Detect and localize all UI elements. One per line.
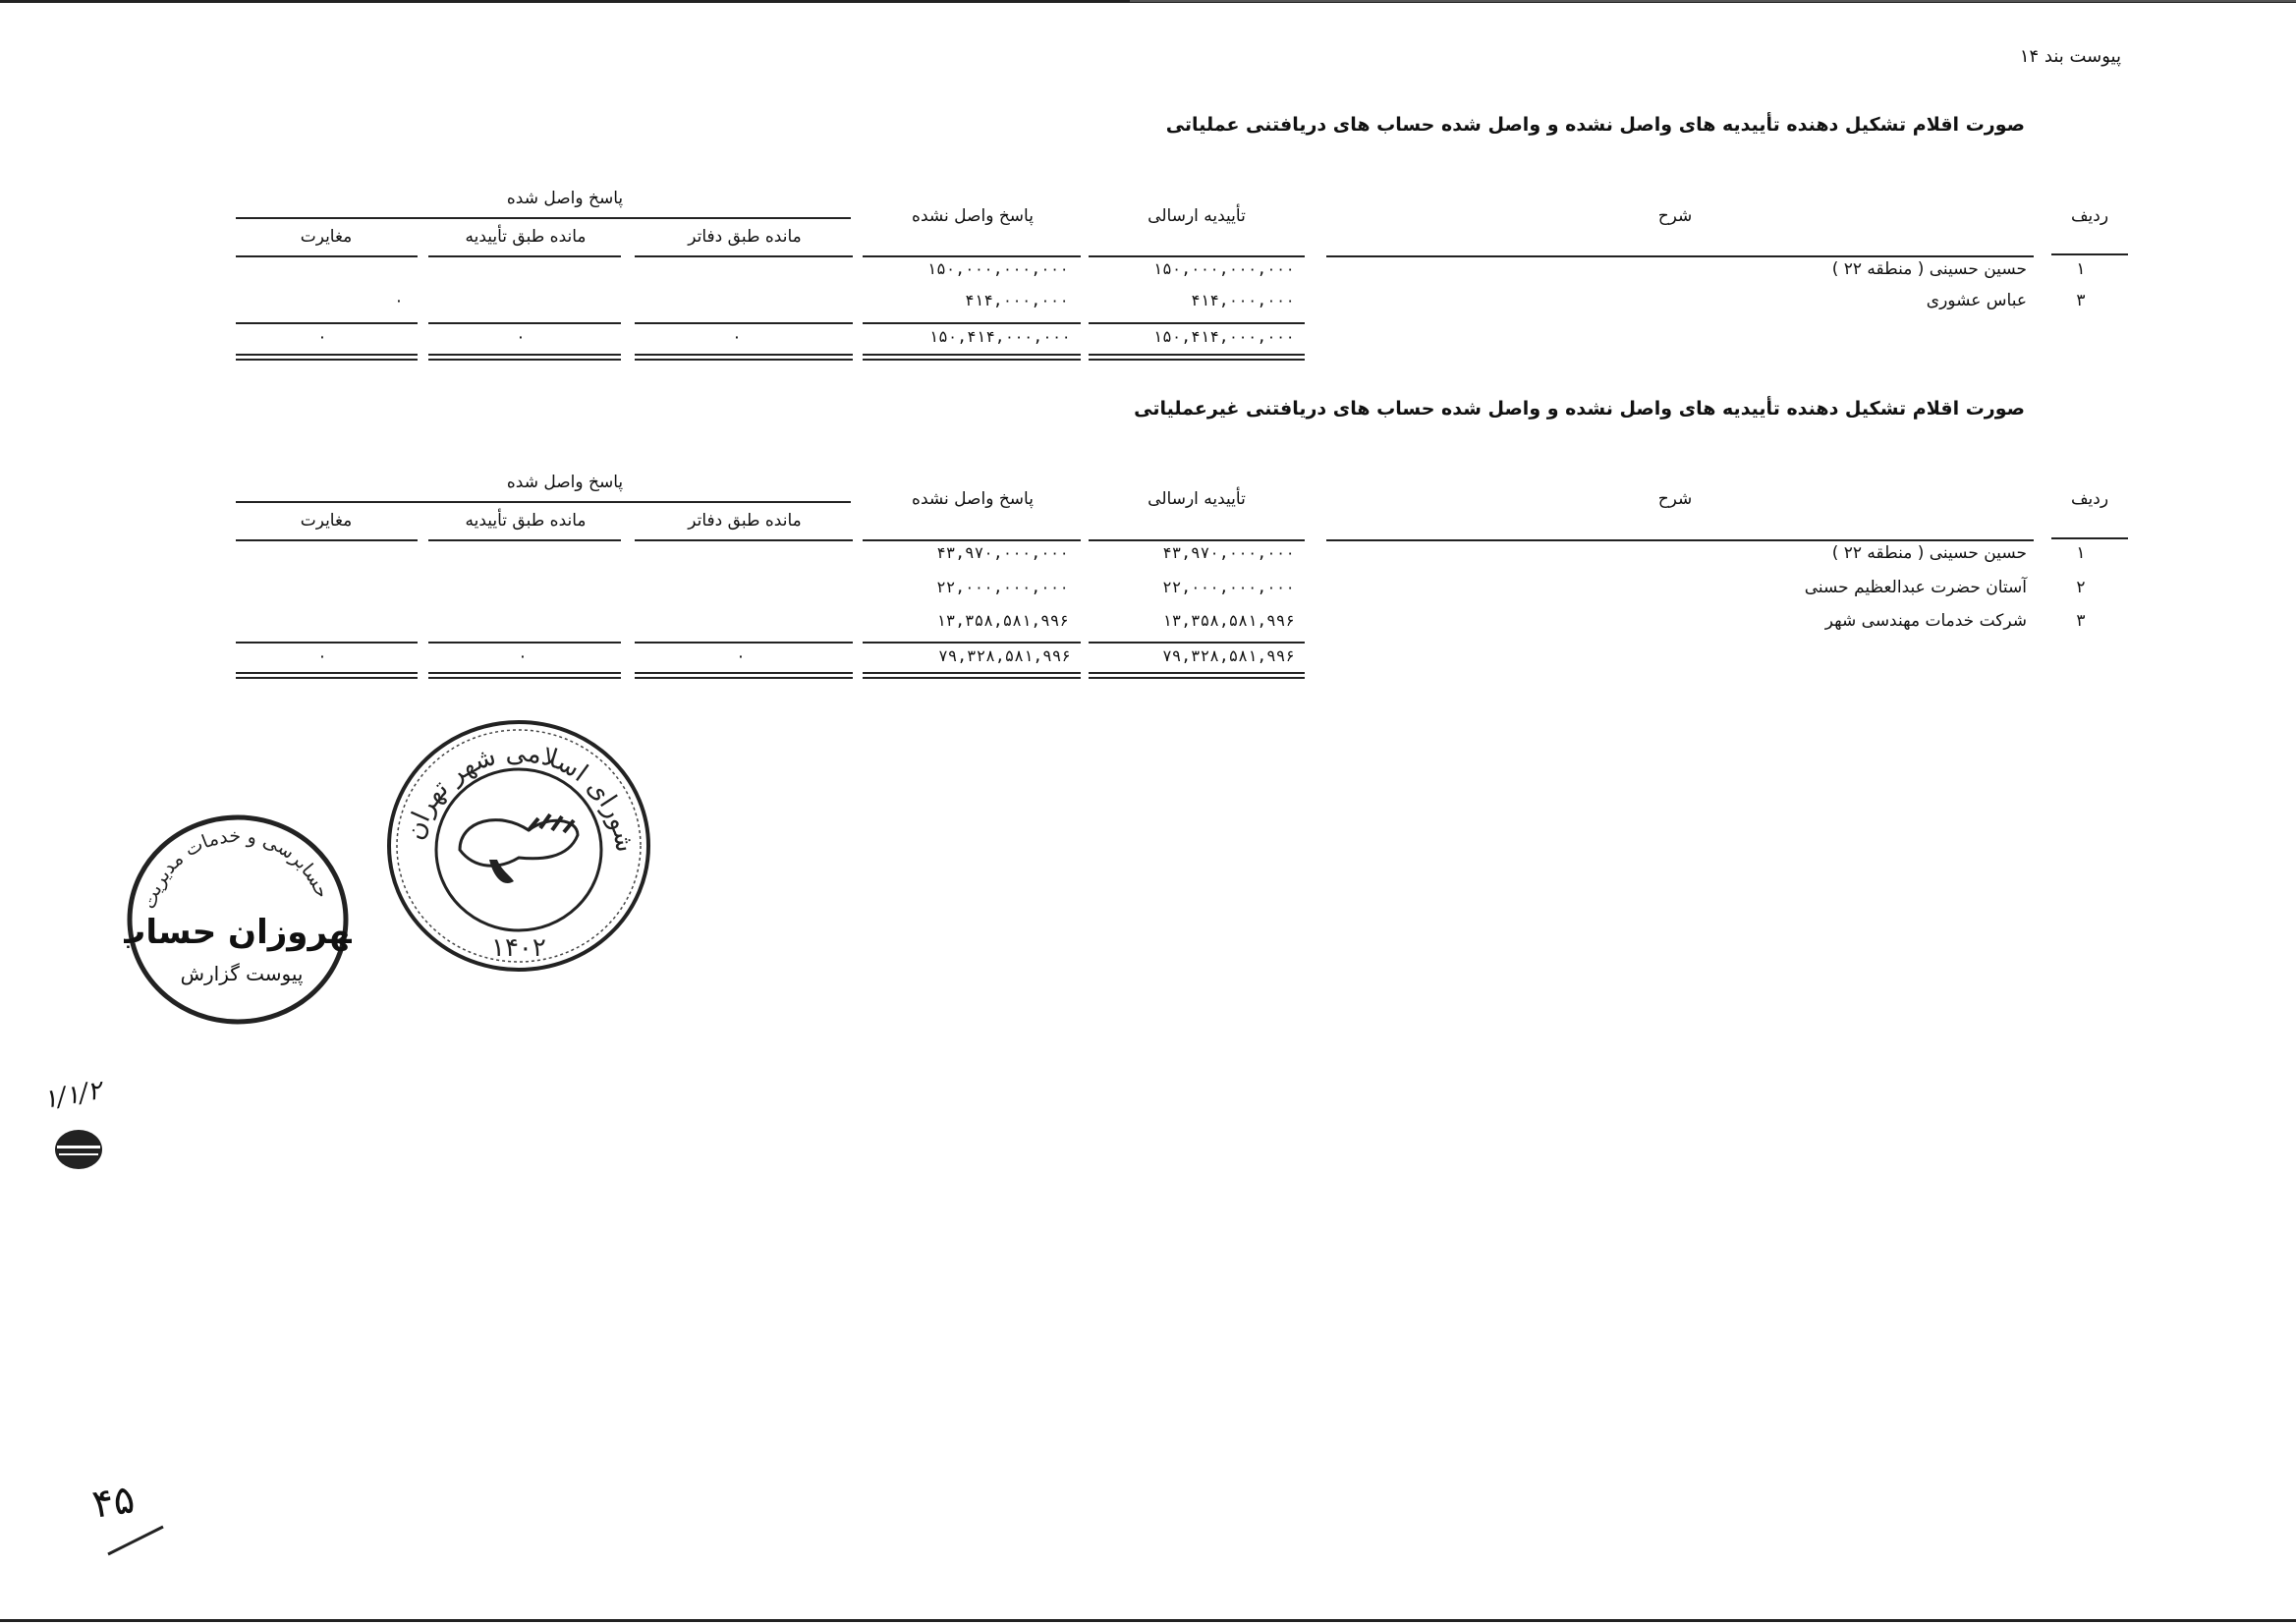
row-difference: ۰ (394, 291, 404, 310)
council-seal-stamp (381, 712, 656, 978)
auditor-stamp-bottom-text: پیوست گزارش (180, 962, 304, 985)
header-sent-confirmation: تأییدیه ارسالی (1148, 206, 1246, 226)
header-sent-confirmation: تأییدیه ارسالی (1148, 489, 1246, 509)
total-unreceived: ۱۵۰,۴۱۴,۰۰۰,۰۰۰ (928, 327, 1071, 346)
council-seal-year: ۱۴۰۲ (491, 933, 546, 963)
row-description: شرکت خدمات مهندسی شهر (1824, 611, 2027, 631)
header-difference: مغایرت (300, 227, 353, 247)
header-rule (635, 255, 853, 257)
page-top-edge-inner (1130, 0, 2296, 2)
subtotal-rule (635, 322, 853, 324)
header-rule (2051, 537, 2128, 539)
header-rule (1326, 539, 2034, 541)
total-double-rule (1089, 354, 1305, 361)
row-sent: ۴۱۴,۰۰۰,۰۰۰ (1191, 291, 1295, 309)
row-no: ۲ (2076, 578, 2086, 597)
auditor-stamp (124, 812, 352, 1028)
row-no: ۳ (2076, 291, 2086, 310)
row-sent: ۱۵۰,۰۰۰,۰۰۰,۰۰۰ (1152, 259, 1295, 278)
header-rule (2051, 253, 2128, 255)
total-books: ۰ (732, 327, 742, 347)
total-sent: ۷۹,۳۲۸,۵۸۱,۹۹۶ (1162, 646, 1295, 665)
row-description: حسین حسینی ( منطقه ۲۲ ) (1831, 259, 2027, 279)
page-bottom-edge (0, 1619, 2296, 1622)
total-double-rule (635, 672, 853, 679)
subtotal-rule (863, 642, 1081, 644)
total-unreceived: ۷۹,۳۲۸,۵۸۱,۹۹۶ (938, 646, 1071, 665)
header-row-no: ردیف (2070, 489, 2109, 509)
total-sent: ۱۵۰,۴۱۴,۰۰۰,۰۰۰ (1152, 327, 1295, 346)
row-no: ۱ (2076, 543, 2086, 563)
row-unreceived: ۴۳,۹۷۰,۰۰۰,۰۰۰ (936, 543, 1069, 562)
header-received-response-group: پاسخ واصل شده (506, 189, 624, 208)
subtotal-rule (236, 322, 418, 324)
row-sent: ۱۳,۳۵۸,۵۸۱,۹۹۶ (1162, 611, 1295, 630)
small-round-stamp-icon (53, 1128, 104, 1171)
section-2-title: صورت اقلام تشکیل دهنده تأییدیه های واصل نشده و واصل شده حساب های دریافتنی غیرعملیاتی (1134, 398, 2025, 420)
header-balance-per-confirmation: مانده طبق تأییدیه (465, 511, 587, 531)
header-rule (428, 255, 621, 257)
header-unreceived-response: پاسخ واصل نشده (912, 489, 1034, 509)
total-double-rule (236, 354, 418, 361)
subtotal-rule (428, 642, 621, 644)
total-confirmation: ۰ (516, 327, 526, 347)
header-unreceived-response: پاسخ واصل نشده (912, 206, 1034, 226)
subtotal-rule (428, 322, 621, 324)
header-rule (1326, 255, 2034, 257)
header-rule (428, 539, 621, 541)
total-double-rule (428, 672, 621, 679)
total-double-rule (428, 354, 621, 361)
header-balance-per-confirmation: مانده طبق تأییدیه (465, 227, 587, 247)
subtotal-rule (236, 642, 418, 644)
subtotal-rule (863, 322, 1081, 324)
header-row-no: ردیف (2070, 206, 2109, 226)
auditor-stamp-top-text: حسابرسی و خدمات مدیریت (138, 824, 334, 912)
total-double-rule (635, 354, 853, 361)
row-sent: ۲۲,۰۰۰,۰۰۰,۰۰۰ (1162, 578, 1295, 596)
row-no: ۳ (2076, 611, 2086, 631)
subtotal-rule (635, 642, 853, 644)
group-header-rule (236, 501, 851, 503)
header-description: شرح (1657, 206, 1693, 226)
total-double-rule (236, 672, 418, 679)
total-double-rule (863, 354, 1081, 361)
group-header-rule (236, 217, 851, 219)
header-rule (863, 255, 1081, 257)
row-unreceived: ۴۱۴,۰۰۰,۰۰۰ (965, 291, 1069, 309)
auditor-stamp-icon (124, 812, 352, 1028)
header-rule (236, 539, 418, 541)
subtotal-rule (1089, 642, 1305, 644)
row-unreceived: ۱۳,۳۵۸,۵۸۱,۹۹۶ (936, 611, 1069, 630)
total-books: ۰ (736, 646, 746, 666)
row-unreceived: ۲۲,۰۰۰,۰۰۰,۰۰۰ (936, 578, 1069, 596)
row-unreceived: ۱۵۰,۰۰۰,۰۰۰,۰۰۰ (926, 259, 1069, 278)
total-double-rule (863, 672, 1081, 679)
subtotal-rule (1089, 322, 1305, 324)
header-balance-per-books: مانده طبق دفاتر (688, 511, 802, 531)
total-confirmation: ۰ (518, 646, 528, 666)
row-no: ۱ (2076, 259, 2086, 279)
handwritten-page-number: ۴۵ (89, 1477, 138, 1528)
header-difference: مغایرت (300, 511, 353, 531)
total-difference: ۰ (317, 646, 327, 666)
header-rule (635, 539, 853, 541)
auditor-stamp-name: بهروزان حساب (124, 913, 352, 952)
section-1-title: صورت اقلام تشکیل دهنده تأییدیه های واصل نشده و واصل شده حساب های دریافتنی عملیاتی (1165, 114, 2025, 136)
header-received-response-group: پاسخ واصل شده (506, 473, 624, 492)
total-difference: ۰ (317, 327, 327, 347)
row-description: حسین حسینی ( منطقه ۲۲ ) (1831, 543, 2027, 563)
council-seal-text: شورای اسلامی شهر تهران (400, 738, 641, 855)
header-rule (1089, 539, 1305, 541)
header-rule (863, 539, 1081, 541)
row-description: عباس عشوری (1926, 291, 2027, 310)
handwritten-mark: ۱/۱/۲ (40, 1076, 104, 1115)
row-sent: ۴۳,۹۷۰,۰۰۰,۰۰۰ (1162, 543, 1295, 562)
header-balance-per-books: مانده طبق دفاتر (688, 227, 802, 247)
council-seal-icon (381, 712, 656, 978)
attachment-label: پیوست بند ۱۴ (2019, 46, 2121, 67)
header-description: شرح (1657, 489, 1693, 509)
handwritten-stroke-icon (106, 1521, 167, 1556)
header-rule (236, 255, 418, 257)
total-double-rule (1089, 672, 1305, 679)
header-rule (1089, 255, 1305, 257)
row-description: آستان حضرت عبدالعظیم حسنی (1804, 578, 2027, 597)
